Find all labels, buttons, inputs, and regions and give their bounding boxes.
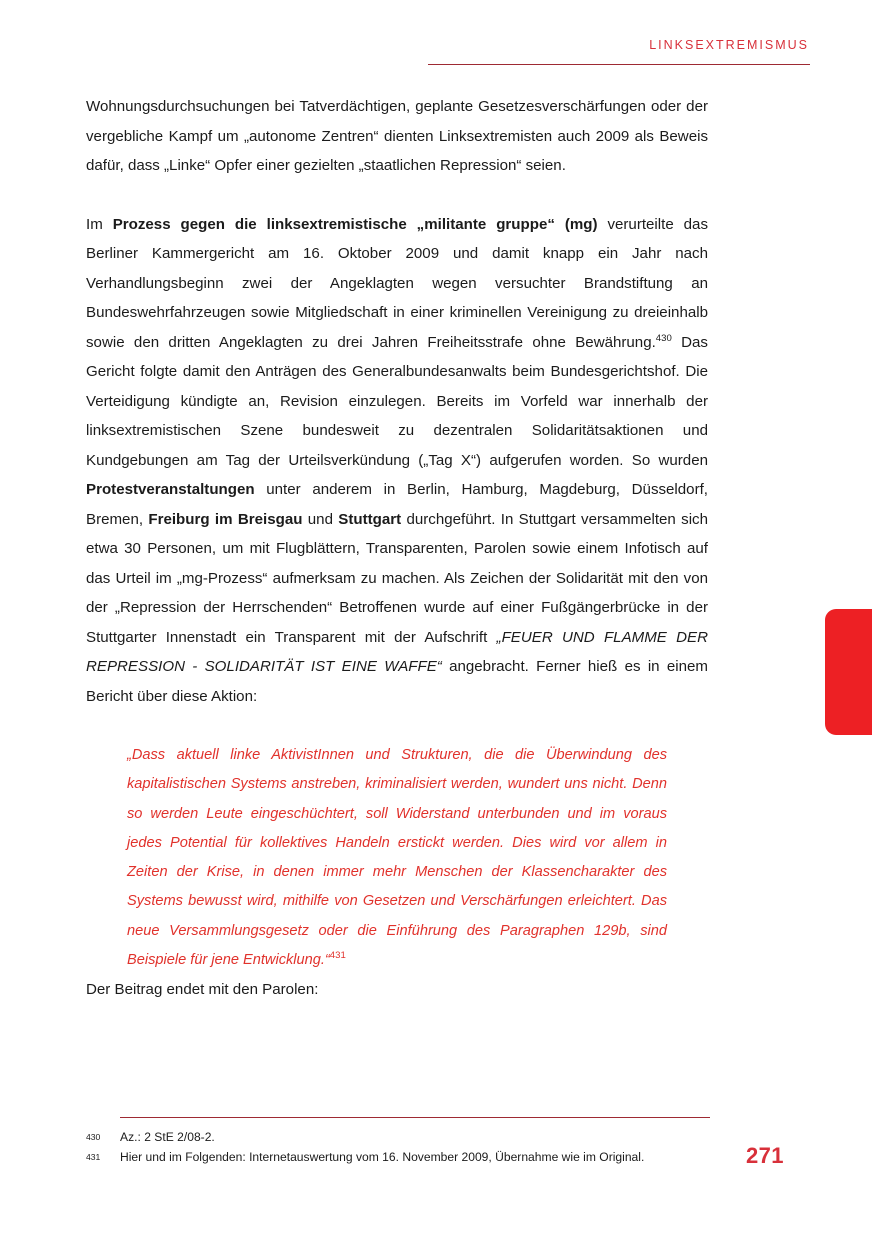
footnote-text: Az.: 2 StE 2/08-2. bbox=[120, 1130, 215, 1144]
paragraph-mg-process bbox=[86, 210, 708, 712]
paragraph-intro bbox=[86, 92, 708, 181]
footnote-item bbox=[86, 1128, 710, 1147]
body-text-column bbox=[86, 92, 708, 1005]
footnote-separator-rule bbox=[120, 1117, 710, 1118]
mg-bold-process-title: Prozess gegen die linksextremistische „militante gruppe“ (mg) bbox=[112, 215, 598, 233]
paragraph-intro-text: Wohnungsdurchsuchungen bei Tatverdächtigen, geplante Gesetzesverschärfungen oder der vergebliche Kampf um „autonome Zentren“ dienten Linksextremisten auch 2009 als Beweis dafür, dass „Linke“ Opfer einer gezielten „staatlichen Repression“ seien. bbox=[86, 98, 708, 174]
page-number: 271 bbox=[746, 1143, 784, 1168]
footnote-ref-430[interactable]: 430 bbox=[655, 332, 672, 344]
mg-bold-stuttgart: Stuttgart bbox=[338, 510, 402, 528]
footnote-number: 431 bbox=[86, 1152, 101, 1163]
mg-seg-3: Das Gericht folgte damit den Anträgen des Generalbundesanwalts beim Bundesgerichtshof. Die Verteidigung kündigte an, Revision einzulegen. Bereits im Vorfeld war innerhalb der linksextremistischen Szene bundesweit zu dezentralen Solidaritätsaktionen und Kundgebungen am Tag der Urteilsverkündung („Tag X“) aufgerufen worden. So wurden bbox=[86, 333, 708, 469]
footnote-number: 430 bbox=[86, 1132, 101, 1142]
mg-seg-7: angebracht. Ferner hieß es in einem Bericht über diese Aktion: bbox=[86, 658, 708, 705]
running-head-rule bbox=[428, 64, 810, 65]
footnote-item bbox=[86, 1148, 710, 1167]
mg-seg-1: Im bbox=[86, 215, 113, 233]
running-head bbox=[428, 38, 810, 52]
running-head-label: LINKSEXTREMISMUS bbox=[649, 38, 809, 52]
mg-seg-5: und bbox=[302, 510, 339, 528]
paragraph-closing-text: Der Beitrag endet mit den Parolen: bbox=[86, 981, 319, 999]
footnote-ref-431[interactable]: 431 bbox=[329, 950, 346, 962]
mg-bold-freiburg: Freiburg im Breisgau bbox=[148, 510, 303, 528]
blockquote-text: „Dass aktuell linke AktivistInnen und Strukturen, die die Überwindung des kapitalistischen Systems anstreben, kriminalisiert werden, wundert uns nicht. Denn so werden Leute eingeschüchtert, soll Widerstand unterbunden und im voraus jedes Potential für kollektives Handeln erstickt werden. Dies wird vor allem in Zeiten der Krise, in denen immer mehr Menschen der Klassencharakter des Systems bewusst wird, mithilfe von Gesetzen und Verschärfungen erleichtert. Das neue Versammlungsgesetz oder die Einführung des Paragraphen 129b, sind Beispiele für jene Entwicklung.“ bbox=[127, 747, 667, 969]
mg-seg-4: unter anderem in Berlin, Hamburg, Magdeburg, Düsseldorf, Bremen, bbox=[86, 481, 708, 528]
blockquote-red bbox=[127, 741, 667, 975]
paragraph-closing bbox=[86, 975, 708, 1005]
section-tab-marker bbox=[825, 609, 872, 735]
mg-italic-banner-slogan: „FEUER UND FLAMME DER REPRESSION - SOLIDARITÄT IST EINE WAFFE“ bbox=[86, 628, 708, 675]
mg-bold-protestveranstaltungen: Protestveranstaltungen bbox=[86, 481, 255, 498]
footnote-list bbox=[86, 1128, 710, 1169]
mg-seg-6: durchgeführt. In Stuttgart versammelten sich etwa 30 Personen, um mit Flugblättern, Transparenten, Parolen sowie einem Infotisch auf das Urteil im „mg-Prozess“ aufmerksam zu machen. Als Zeichen der Solidarität mit den von der „Repression der Herrschenden“ Betroffenen wurde auf einer Fußgängerbrücke in der Stuttgarter Innenstadt ein Transparent mit der Aufschrift bbox=[86, 510, 708, 646]
footnote-text: Hier und im Folgenden: Internetauswertung vom 16. November 2009, Übernahme wie im Original. bbox=[120, 1150, 645, 1165]
mg-seg-2: verurteilte das Berliner Kammergericht am 16. Oktober 2009 und damit knapp ein Jahr nach Verhandlungsbeginn zwei der Angeklagten wegen versuchter Brandstiftung an Bundeswehrfahrzeugen sowie Mitgliedschaft in einer kriminellen Vereinigung zu dreieinhalb sowie den dritten Angeklagten zu drei Jahren Freiheitsstrafe ohne Bewährung. bbox=[86, 215, 708, 351]
